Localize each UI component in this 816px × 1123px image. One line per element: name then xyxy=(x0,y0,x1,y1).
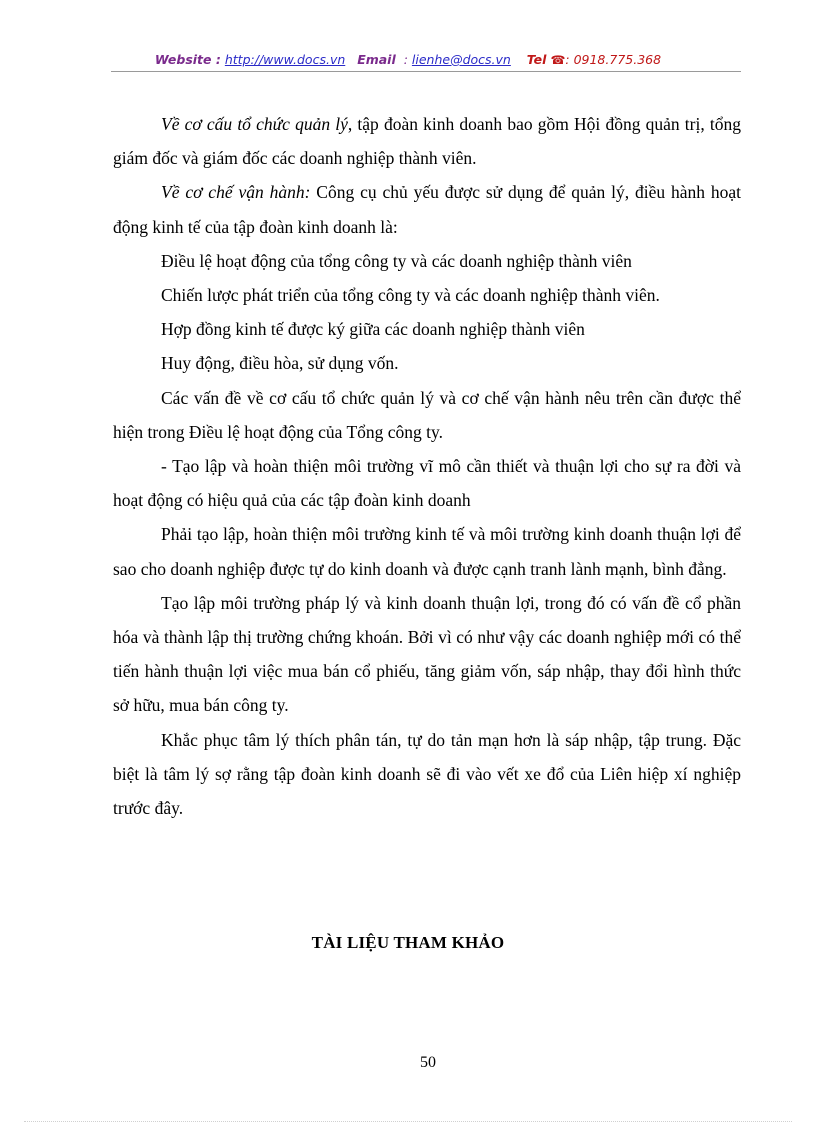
email-label: Email xyxy=(357,52,396,67)
italic-heading: Về cơ cấu tổ chức quản lý xyxy=(161,114,348,134)
list-item: Huy động, điều hòa, sử dụng vốn. xyxy=(161,353,399,374)
paragraph-org-structure xyxy=(113,107,741,175)
website-link[interactable]: http://www.docs.vn xyxy=(224,52,346,67)
list-item: Hợp đồng kinh tế được ký giữa các doanh nghiệp thành viên xyxy=(161,319,585,340)
list-item: Điều lệ hoạt động của tổng công ty và các doanh nghiệp thành viên xyxy=(161,250,632,271)
page-header xyxy=(0,52,816,67)
page-number: 50 xyxy=(420,1054,436,1071)
website-label: Website : xyxy=(154,52,221,67)
italic-heading: Về cơ chế vận hành: xyxy=(161,182,311,203)
paragraph-operating-mechanism xyxy=(113,175,741,243)
phone-number: : 0918.775.368 xyxy=(565,52,662,67)
document-body xyxy=(113,107,741,825)
header-divider xyxy=(111,71,741,72)
references-heading: TÀI LIỆU THAM KHẢO xyxy=(311,933,505,952)
paragraph: Khắc phục tâm lý thích phân tán, tự do tản mạn hơn là sáp nhập, tập trung. Đặc biệt là tâm lý sợ rằng tập đoàn kinh doanh sẽ đi vào vết xe đổ của Liên hiệp xí nghiệp trước đây. xyxy=(113,729,741,819)
page-bottom-border xyxy=(24,1121,792,1122)
paragraph: Các vấn đề về cơ cấu tổ chức quản lý và cơ chế vận hành nêu trên cần được thể hiện trong Điều lệ hoạt động của Tổng công ty. xyxy=(113,387,741,442)
email-link[interactable]: lienhe@docs.vn xyxy=(411,52,511,67)
paragraph: - Tạo lập và hoàn thiện môi trường vĩ mô cần thiết và thuận lợi cho sự ra đời và hoạt động có hiệu quả của các tập đoàn kinh doanh xyxy=(113,456,741,511)
paragraph: Tạo lập môi trường pháp lý và kinh doanh thuận lợi, trong đó có vấn đề cổ phần hóa và thành lập thị trường chứng khoán. Bởi vì có như vậy các doanh nghiệp mới có thể tiến hành thuận lợi việc mua bán cổ phiếu, tăng giảm vốn, sáp nhập, thay đổi hình thức sở hữu, mua bán công ty. xyxy=(113,592,741,716)
email-separator: : xyxy=(403,52,408,67)
phone-icon: ☎ xyxy=(550,53,566,67)
list-item: Chiến lược phát triển của tổng công ty và các doanh nghiệp thành viên. xyxy=(161,285,660,306)
paragraph: Phải tạo lập, hoàn thiện môi trường kinh tế và môi trường kinh doanh thuận lợi để sao cho doanh nghiệp được tự do kinh doanh và được cạnh tranh lành mạnh, bình đẳng. xyxy=(113,524,741,579)
paragraph-text: , tập đoàn kinh doanh bao gồm Hội đồng quản trị, tổng giám đốc và giám đốc các doanh nghiệp thành viên. xyxy=(113,114,741,169)
tel-label: Tel xyxy=(526,52,547,67)
paragraph-text: Công cụ chủ yếu được sử dụng để quản lý, điều hành hoạt động kinh tế của tập đoàn kinh doanh là: xyxy=(113,182,742,237)
